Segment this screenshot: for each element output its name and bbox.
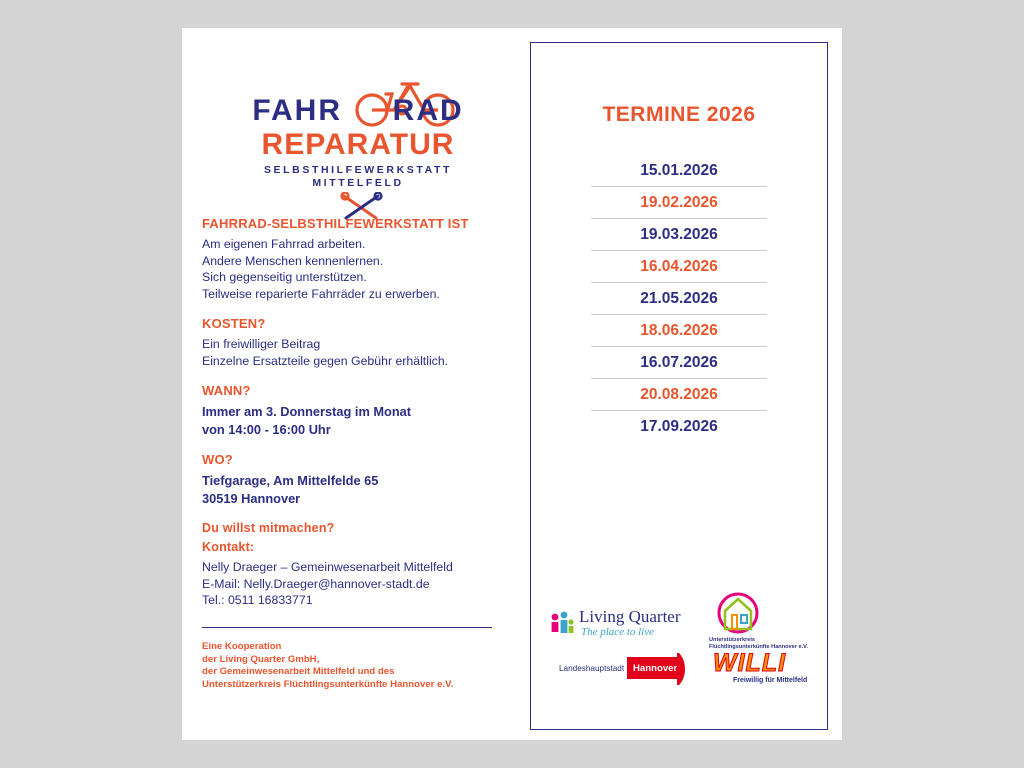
date-item: 16.04.2026 (591, 251, 767, 283)
partner-logos (531, 591, 827, 711)
cooperation-line: Eine Kooperation (202, 641, 282, 653)
living-quarter-logo (549, 605, 689, 645)
section-line: Andere Menschen kennenlernen. (202, 253, 384, 268)
section-line: Einzelne Ersatzteile gegen Gebühr erhältlich. (202, 353, 449, 368)
logo-word-reparatur: REPARATUR (261, 128, 455, 161)
date-item: 17.09.2026 (640, 418, 718, 435)
wrench-screwdriver-icon (338, 192, 384, 222)
date-item: 18.06.2026 (591, 315, 767, 347)
living-quarter-tagline: The place to live (581, 626, 655, 638)
contact-name: Nelly Draeger – Gemeinwesenarbeit Mittelfeld (202, 560, 453, 574)
section-costs (202, 316, 514, 369)
section-line: Immer am 3. Donnerstag im Monat (202, 404, 412, 419)
section-line: Ein freiwilliger Beitrag (202, 337, 321, 351)
unterstuetzerkreis-logo (707, 591, 817, 653)
logo-word-rad: RAD (392, 94, 464, 127)
section-line: Teilweise reparierte Fahrräder zu erwerben. (202, 286, 440, 301)
cooperation-line: der Living Quarter GmbH, (202, 653, 320, 665)
unterstuetzerkreis-line1: Unterstützerkreis (709, 637, 756, 643)
section-line: Am eigenen Fahrrad arbeiten. (202, 237, 366, 251)
section-heading: KOSTEN? (202, 316, 266, 331)
cooperation-line: Unterstützerkreis Flüchtlingsunterkünfte Hannover e.V. (202, 678, 454, 690)
logo-word-fahr: FAHR (252, 94, 342, 127)
dates-panel-title: TERMINE 2026 (602, 103, 756, 126)
date-item: 19.02.2026 (591, 187, 767, 219)
willi-logo (707, 649, 819, 691)
date-item: 16.07.2026 (591, 347, 767, 379)
contact-phone: Tel.: 0511 16833771 (202, 593, 313, 607)
cooperation-line: der Gemeinwesenarbeit Mittelfeld und des (202, 666, 395, 678)
section-line: 30519 Hannover (202, 490, 301, 506)
landeshauptstadt-label: Landeshauptstadt (559, 664, 625, 673)
section-where (202, 452, 514, 507)
logo-subtitle-2: MITTELFELD (312, 177, 404, 189)
living-quarter-name: Living Quarter (579, 607, 681, 626)
section-what (202, 216, 514, 302)
date-item: 15.01.2026 (591, 155, 767, 187)
section-heading: FAHRRAD-SELBSTHILFEWERKSTATT IST (202, 216, 469, 231)
date-item: 20.08.2026 (591, 379, 767, 411)
section-heading: WO? (202, 452, 233, 467)
section-line: Sich gegenseitig unterstützen. (202, 270, 367, 284)
logo-word-fahrrad (202, 94, 514, 128)
house-circle-icon (707, 591, 769, 637)
poster-left-column (202, 36, 514, 732)
section-when (202, 383, 514, 438)
logo-block (202, 36, 514, 216)
family-people-icon (549, 609, 575, 639)
hannover-swoosh-icon (677, 653, 691, 685)
unterstuetzerkreis-line2: Flüchtlingsunterkünfte Hannover e.V. (709, 644, 808, 650)
section-heading: WANN? (202, 383, 251, 398)
logo-subtitle-1: SELBSTHILFEWERKSTATT (263, 164, 453, 176)
willi-name: WILLI (713, 649, 787, 677)
hannover-city-label: Hannover (633, 663, 678, 674)
contact-email[interactable]: E-Mail: Nelly.Draeger@hannover-stadt.de (202, 576, 430, 591)
cooperation-note (202, 641, 514, 691)
dates-panel (530, 42, 828, 730)
section-contact (202, 521, 514, 609)
dates-list (531, 155, 827, 442)
date-item: 21.05.2026 (591, 283, 767, 315)
section-heading: Du willst mitmachen? (202, 521, 335, 535)
date-item: 19.03.2026 (591, 219, 767, 251)
poster-page (182, 28, 842, 740)
landeshauptstadt-logo (559, 653, 689, 687)
divider (202, 627, 492, 629)
section-heading-contact: Kontakt: (202, 540, 255, 554)
section-line: von 14:00 - 16:00 Uhr (202, 421, 331, 437)
willi-tagline: Freiwillig für Mittelfeld (733, 677, 808, 684)
section-line: Tiefgarage, Am Mittelfelde 65 (202, 473, 379, 488)
